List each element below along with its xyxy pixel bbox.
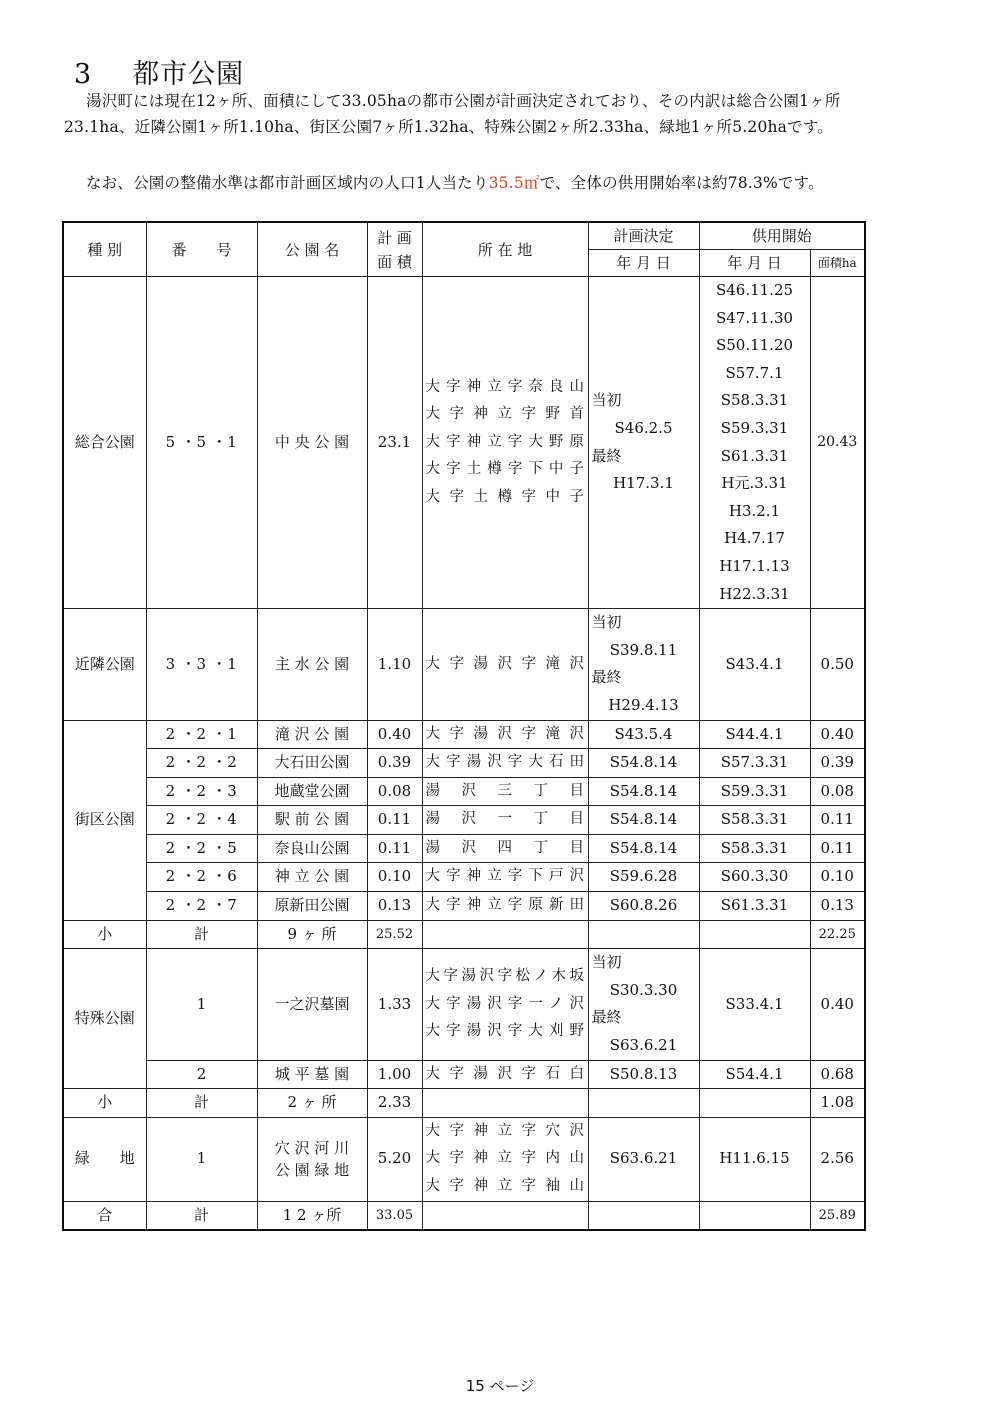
open-area: 0.39 [810, 749, 865, 778]
park-type: 街区公園 [63, 720, 146, 920]
park-area: 5.20 [367, 1117, 422, 1201]
paragraph-text: で、全体の供用開始率は約78.3%です。 [539, 174, 824, 192]
subtotal-row [63, 1089, 865, 1118]
open-date: S60.3.30 [699, 863, 810, 892]
park-area: 1.33 [367, 949, 422, 1060]
plan-date: S50.8.13 [588, 1060, 699, 1089]
open-area: 0.68 [810, 1060, 865, 1089]
empty-cell [699, 1201, 810, 1230]
park-area: 0.13 [367, 892, 422, 921]
plan-date [588, 609, 699, 720]
empty-cell [588, 920, 699, 949]
plan-date-initial: S30.3.30 [609, 980, 678, 999]
empty-cell [588, 1089, 699, 1118]
open-date: H3.2.1 [728, 501, 781, 520]
open-date: H11.6.15 [699, 1117, 810, 1201]
open-date: S43.4.1 [699, 609, 810, 720]
total-row [63, 1201, 865, 1230]
empty-cell [422, 1089, 588, 1118]
open-date: S33.4.1 [699, 949, 810, 1060]
park-name: 滝 沢 公 園 [257, 720, 367, 749]
park-name [257, 1117, 367, 1201]
park-location: 大字湯沢字滝沢 [422, 720, 588, 749]
open-date: S58.3.31 [720, 391, 789, 410]
open-area: 0.08 [810, 777, 865, 806]
plan-date: S60.8.26 [588, 892, 699, 921]
paragraph-text: なお、公園の整備水準は都市計画区域内の人口1人当たり [86, 174, 489, 192]
location-line: 大字神立字奈良山 [425, 378, 585, 395]
plan-date: S43.5.4 [588, 720, 699, 749]
plan-date-final: H17.3.1 [613, 474, 674, 493]
plan-date-final: H29.4.13 [608, 695, 679, 714]
table-row [63, 777, 865, 806]
park-name: 城 平 墓 園 [257, 1060, 367, 1089]
plan-date: S59.6.28 [588, 863, 699, 892]
total-count: 1 2 ヶ所 [257, 1201, 367, 1230]
subtotal-area: 25.52 [367, 920, 422, 949]
parks-table [62, 221, 866, 1231]
location-line: 大字神立字袖山 [425, 1178, 585, 1194]
location-line: 大字土樽字中子 [425, 488, 585, 505]
park-area: 23.1 [367, 277, 422, 609]
section-title: 都市公園 [132, 59, 245, 90]
location-line: 大字湯沢字松ノ木坂 [425, 968, 585, 985]
park-number: 2 ・2 ・7 [146, 892, 257, 921]
open-date: S61.3.31 [720, 446, 789, 465]
open-area: 0.40 [810, 949, 865, 1060]
park-number: 2 ・2 ・2 [146, 749, 257, 778]
location-line: 大字神立字野首 [425, 406, 585, 423]
park-type: 総合公園 [63, 277, 146, 609]
total-area: 33.05 [367, 1201, 422, 1230]
header-plan-area [367, 222, 422, 277]
plan-date: S54.8.14 [588, 806, 699, 835]
plan-date: S54.8.14 [588, 834, 699, 863]
open-date: H4.7.17 [724, 529, 785, 548]
park-number: 1 [146, 949, 257, 1060]
park-number: 3 ・3 ・1 [146, 609, 257, 720]
location-line: 大字神立字内山 [425, 1150, 585, 1167]
park-name-line: 公 園 緑 地 [274, 1161, 350, 1180]
intro-paragraph: 湯沢町には現在12ヶ所、面積にして33.05haの都市公園が計画決定されており、その内訳は総合公園1ヶ所23.1ha、近隣公園1ヶ所1.10ha、街区公園7ヶ所1.32ha、特殊公園2ヶ所2.33ha、緑地1ヶ所5.20haです。 [64, 92, 841, 136]
open-dates [699, 277, 810, 609]
table-row [63, 1117, 865, 1201]
park-name: 主 水 公 園 [257, 609, 367, 720]
page-number: 15 ページ [465, 1377, 535, 1395]
open-area: 0.10 [810, 863, 865, 892]
park-location: 大字神立字下戸沢 [422, 863, 588, 892]
park-name: 神 立 公 園 [257, 863, 367, 892]
plan-date: S54.8.14 [588, 749, 699, 778]
park-number: 2 ・2 ・4 [146, 806, 257, 835]
table-row [63, 720, 865, 749]
header-number: 番 号 [146, 222, 257, 277]
header-location: 所 在 地 [422, 222, 588, 277]
park-name-line: 穴 沢 河 川 [274, 1139, 350, 1158]
service-level-paragraph [64, 170, 864, 196]
location-line: 大字神立字大野原 [425, 433, 585, 450]
park-location: 湯沢三丁目 [422, 777, 588, 806]
open-date: S57.7.1 [725, 363, 784, 382]
park-location: 大字湯沢字滝沢 [422, 609, 588, 720]
table-row [63, 749, 865, 778]
park-area: 0.11 [367, 834, 422, 863]
subtotal-count: 2 ヶ 所 [257, 1089, 367, 1118]
subtotal-label: 計 [146, 1089, 257, 1118]
park-name: 一之沢墓園 [257, 949, 367, 1060]
table-row [63, 277, 865, 609]
plan-label-initial: 当初 [591, 953, 622, 972]
header-open-area: 面積ha [810, 250, 865, 277]
open-area: 0.50 [810, 609, 865, 720]
plan-label-initial: 当初 [591, 613, 622, 632]
location-line: 大字湯沢字一ノ沢 [425, 995, 585, 1012]
header-name: 公 園 名 [257, 222, 367, 277]
park-number: 2 ・2 ・3 [146, 777, 257, 806]
subtotal-label: 小 [63, 1089, 146, 1118]
empty-cell [422, 1201, 588, 1230]
park-name: 中 央 公 園 [257, 277, 367, 609]
park-number: 2 ・2 ・6 [146, 863, 257, 892]
park-type: 近隣公園 [63, 609, 146, 720]
location-line: 大字神立字穴沢 [425, 1122, 585, 1139]
open-area: 2.56 [810, 1117, 865, 1201]
open-date: S46.11.25 [715, 281, 794, 299]
plan-label-initial: 当初 [591, 391, 622, 410]
header-plan-date: 計画決定 [588, 222, 699, 250]
location-line: 大字土樽字下中子 [425, 461, 585, 478]
park-area: 0.39 [367, 749, 422, 778]
park-location: 大字湯沢字大石田 [422, 749, 588, 778]
open-area: 0.11 [810, 834, 865, 863]
park-name: 大石田公園 [257, 749, 367, 778]
open-date: S59.3.31 [699, 777, 810, 806]
park-location [422, 949, 588, 1060]
park-area: 0.11 [367, 806, 422, 835]
park-location [422, 1117, 588, 1201]
subtotal-row [63, 920, 865, 949]
header-type: 種 別 [63, 222, 146, 277]
subtotal-open-area: 1.08 [810, 1089, 865, 1118]
header-open-group: 供用開始 [699, 222, 865, 250]
plan-label-final: 最終 [591, 1008, 622, 1027]
park-number: 2 [146, 1060, 257, 1089]
section-heading [74, 52, 244, 91]
table-row [63, 863, 865, 892]
open-date: S50.11.20 [715, 336, 794, 355]
plan-date [588, 949, 699, 1060]
total-open-area: 25.89 [810, 1201, 865, 1230]
subtotal-count: 9 ヶ 所 [257, 920, 367, 949]
park-name: 奈良山公園 [257, 834, 367, 863]
park-name: 原新田公園 [257, 892, 367, 921]
empty-cell [699, 1089, 810, 1118]
park-number: 5 ・5 ・1 [146, 277, 257, 609]
open-date: S58.3.31 [699, 806, 810, 835]
table-row [63, 834, 865, 863]
open-area: 0.13 [810, 892, 865, 921]
location-line: 大字湯沢字大刈野 [425, 1023, 585, 1040]
park-area: 1.10 [367, 609, 422, 720]
empty-cell [588, 1201, 699, 1230]
open-date: S61.3.31 [699, 892, 810, 921]
table-row [63, 609, 865, 720]
open-date: S58.3.31 [699, 834, 810, 863]
section-number: 3 [74, 59, 93, 90]
open-date: S44.4.1 [699, 720, 810, 749]
header-plan-area-line2: 面 積 [377, 252, 412, 271]
open-date: S54.4.1 [699, 1060, 810, 1089]
header-open-ymd: 年 月 日 [699, 250, 810, 277]
park-name: 駅 前 公 園 [257, 806, 367, 835]
empty-cell [422, 920, 588, 949]
plan-date: S54.8.14 [588, 777, 699, 806]
plan-label-final: 最終 [591, 446, 622, 465]
park-number: 1 [146, 1117, 257, 1201]
park-number: 2 ・2 ・5 [146, 834, 257, 863]
subtotal-open-area: 22.25 [810, 920, 865, 949]
park-area: 0.10 [367, 863, 422, 892]
open-area: 20.43 [810, 277, 865, 609]
park-location: 大字湯沢字石白 [422, 1060, 588, 1089]
open-date: S59.3.31 [720, 418, 789, 437]
open-date: H17.1.13 [719, 556, 790, 575]
park-name: 地蔵堂公園 [257, 777, 367, 806]
park-location: 湯沢四丁目 [422, 834, 588, 863]
plan-label-final: 最終 [591, 668, 622, 687]
park-location: 湯沢一丁目 [422, 806, 588, 835]
open-date: H元.3.31 [721, 474, 788, 493]
plan-date-initial: S46.2.5 [614, 418, 673, 437]
table-row [63, 949, 865, 1060]
plan-date-final: S63.6.21 [609, 1036, 678, 1055]
open-area: 0.11 [810, 806, 865, 835]
open-date: S47.11.30 [715, 308, 794, 327]
table-row [63, 1060, 865, 1089]
park-type: 特殊公園 [63, 949, 146, 1089]
plan-date: S63.6.21 [588, 1117, 699, 1201]
open-date: S57.3.31 [699, 749, 810, 778]
park-type: 緑 地 [63, 1117, 146, 1201]
subtotal-label: 小 [63, 920, 146, 949]
park-area: 0.40 [367, 720, 422, 749]
plan-date [588, 277, 699, 609]
open-date: H22.3.31 [719, 584, 790, 603]
header-plan-ymd: 年 月 日 [588, 250, 699, 277]
park-area: 0.08 [367, 777, 422, 806]
park-location: 大字神立字原新田 [422, 892, 588, 921]
empty-cell [699, 920, 810, 949]
plan-date-initial: S39.8.11 [609, 640, 678, 659]
park-number: 2 ・2 ・1 [146, 720, 257, 749]
total-label: 計 [146, 1201, 257, 1230]
per-capita-area: 35.5㎡ [488, 174, 540, 192]
park-area: 1.00 [367, 1060, 422, 1089]
park-location [422, 277, 588, 609]
table-row [63, 892, 865, 921]
open-area: 0.40 [810, 720, 865, 749]
table-row [63, 806, 865, 835]
subtotal-label: 計 [146, 920, 257, 949]
total-label: 合 [63, 1201, 146, 1230]
header-plan-area-line1: 計 画 [377, 228, 412, 247]
subtotal-area: 2.33 [367, 1089, 422, 1118]
